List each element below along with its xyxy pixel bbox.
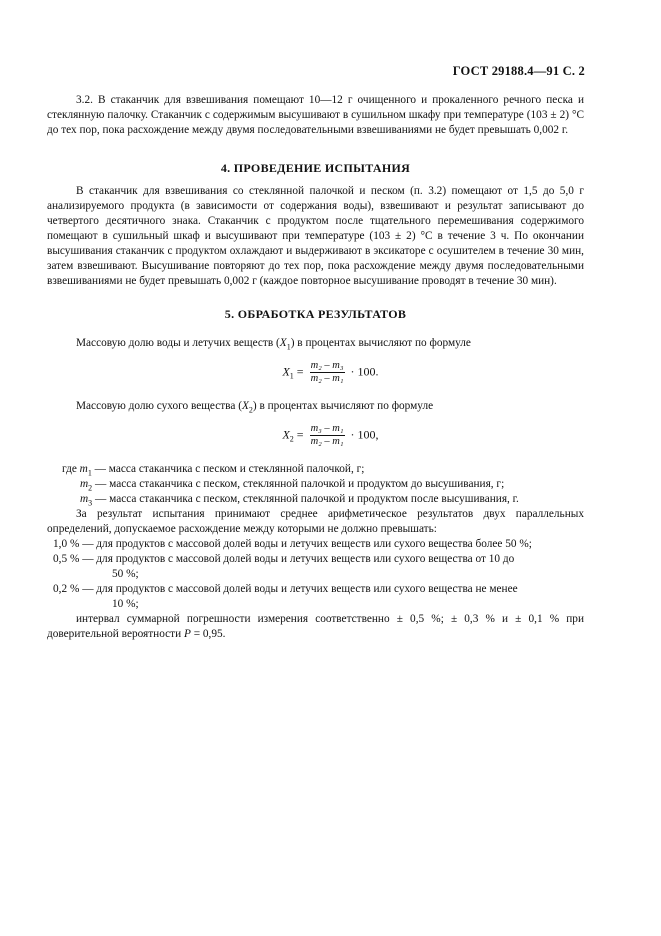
definition-m2 [80, 477, 504, 492]
interval-paragraph [47, 612, 584, 642]
definition-symbol: m [80, 478, 89, 490]
definition-symbol: m [80, 493, 89, 505]
tolerance-text: — для продуктов с массовой долей воды и летучих веществ или сухого вещества не менее [82, 583, 518, 595]
formula-1-numerator: m₂ – m₃ [310, 360, 344, 371]
formula-2-denominator: m₂ – m₁ [310, 436, 344, 447]
tolerance-value: 0,5 % [53, 553, 80, 565]
definition-sub: 1 [87, 468, 92, 478]
section-4-paragraph: В стаканчик для взвешивания со стеклянной палочкой и песком (п. 3.2) помещают от 1,5 до 5,0 г анализируемого продукта (в зависимости от содержания воды), взвешивают и результат записывают до четвертого десятичного знака. Стаканчик с продуктом после тщательного перемешивания содержимого помещают в сушильный шкаф и высушивают при температуре (103 ± 2) °С в течение 3 ч. По окончании высушивания стаканчик с продуктом охлаждают и выдерживают в эксикаторе с осушителем в течение 30 мин, затем взвешивают. Высушивание повторяют до тех пор, пока расхождение между двумя последовательными взвешиваниями не будет превышать 0,002 г (каждое повторное высушивание проводят в течение 30 мин). [47, 185, 584, 287]
formula-1-tail: · 100. [350, 364, 379, 379]
tolerance-value: 1,0 % [53, 538, 80, 550]
definition-m3 [80, 492, 519, 507]
formula-2-intro-text-a: Массовую долю сухого вещества ( [76, 400, 242, 412]
formula-2-numerator: m₃ – m₁ [310, 423, 344, 434]
tolerance-item [53, 537, 532, 552]
interval-p: P [183, 628, 191, 640]
definition-sub: 3 [88, 498, 93, 508]
formula-1-denominator: m₂ – m₁ [310, 373, 344, 384]
formula-2-intro-text-b: ) в процентах вычисляют по формуле [252, 400, 434, 412]
definition-sub: 2 [88, 483, 93, 493]
interval-text-a: интервал суммарной погрешности измерения соответственно ± 0,5 %; ± 0,3 % и ± 0,1 % при доверительной вероятности [47, 613, 584, 640]
where-label: где [62, 463, 77, 475]
formula-1-intro-text-a: Массовую долю воды и летучих веществ ( [76, 337, 280, 349]
formula-1-intro-text-b: ) в процентах вычисляют по формуле [290, 337, 471, 349]
tolerance-text: — для продуктов с массовой долей воды и летучих веществ или сухого вещества более 50 %; [82, 538, 532, 550]
definition-text: — масса стаканчика с песком, стеклянной палочкой и продуктом после высушивания, г. [95, 493, 519, 505]
formula-2-lhs: X [282, 427, 290, 442]
tolerance-item [53, 582, 518, 597]
page-header: ГОСТ 29188.4—91 С. 2 [452, 64, 585, 78]
tolerance-continuation: 50 %; [112, 568, 139, 580]
formula-2-fraction [310, 423, 345, 448]
result-paragraph: За результат испытания принимают среднее арифметическое результатов двух параллельных определений, допускаемое расхождение между которыми не должно превышать: [47, 508, 584, 535]
formula-1: $X_1$ = $\frac{\text{m₂ – m₃}}{\text{m₂ – m₁}}$ · 100. [282, 360, 379, 384]
interval-text-b: = 0,95. [190, 628, 226, 640]
formula-1-intro: Массовую долю воды и летучих веществ $(X_1)$ в процентах вычисляют по формуле [76, 337, 471, 352]
definition-text: — масса стаканчика с песком и стеклянной палочкой, г; [94, 463, 365, 475]
tolerance-text: — для продуктов с массовой долей воды и летучих веществ или сухого вещества от 10 до [82, 553, 515, 565]
definition-symbol: m [79, 463, 88, 475]
formula-1-fraction [310, 360, 345, 385]
section-5-heading: 5. ОБРАБОТКА РЕЗУЛЬТАТОВ [224, 307, 407, 321]
tolerance-continuation: 10 %; [112, 598, 139, 610]
formula-2-lhs-sub: 2 [289, 434, 294, 444]
definition-text: — масса стаканчика с песком, стеклянной палочкой и продуктом до высушивания, г; [95, 478, 505, 490]
tolerance-item [53, 552, 514, 567]
tolerance-value: 0,2 % [53, 583, 80, 595]
definition-m1 [62, 462, 364, 477]
formula-1-lhs: X [282, 364, 290, 379]
section-4-heading: 4. ПРОВЕДЕНИЕ ИСПЫТАНИЯ [220, 161, 411, 175]
formula-1-lhs-sub: 1 [289, 371, 294, 381]
formula-2: $X_2$ = $\frac{\text{m₃ – m₁}}{\text{m₂ – m₁}}$ · 100, [282, 423, 379, 447]
formula-2-intro: Массовую долю сухого вещества $(X_2)$ в процентах вычисляют по формуле [76, 400, 434, 415]
formula-2-tail: · 100, [350, 427, 379, 442]
paragraph-3-2: 3.2. В стаканчик для взвешивания помещают 10—12 г очищенного и прокаленного речного песка и стеклянную палочку. Стаканчик с содержимым высушивают в сушильном шкафу при температуре (103 ± 2) °С до тех пор, пока расхождение между двумя последовательными взвешиваниями не будет превышать 0,002 г. [47, 94, 584, 136]
